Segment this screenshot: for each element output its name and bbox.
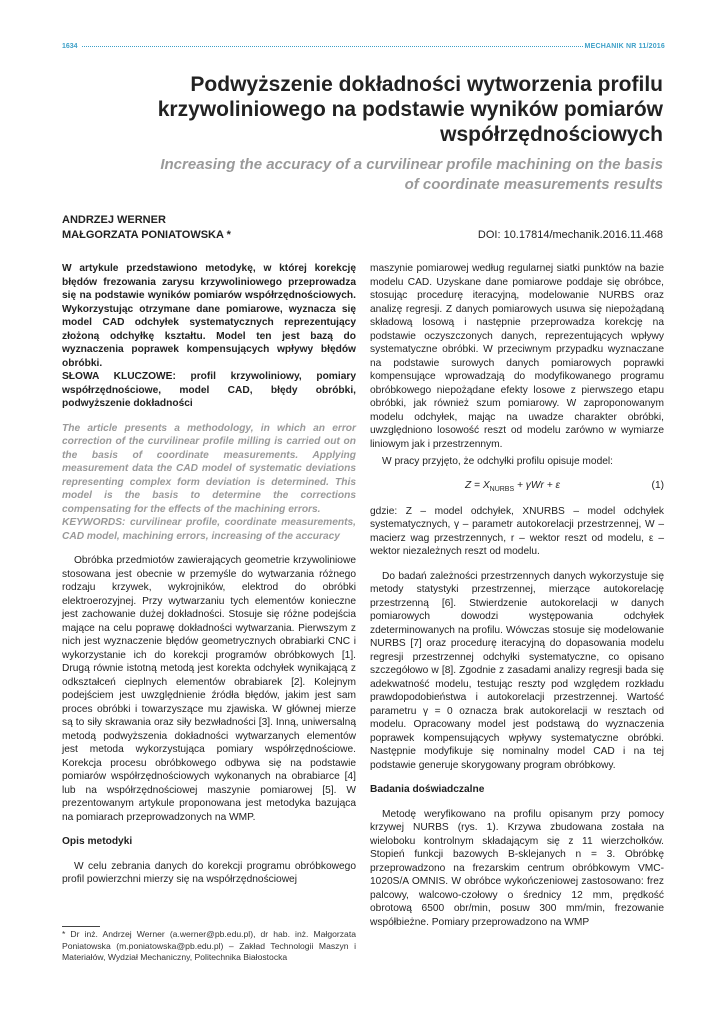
experiments-paragraph: Metodę weryfikowano na profilu opisanym przy pomocy krzywej NURBS (rys. 1). Krzywa zbudowana została na wieloboku kontrolnym składającym się z 11 wierzchołków. Stopień funkcji bazowych B-sklejanych n = 3. Obróbkę przeprowadzono na frezarskim centrum obróbkowym VMC-1020S/A OMNIS. W obróbce wykończeniowej zastosowano: frez palcowy, walcowo-czołowy o średnicy 12 mm, prędkość obrotową 6500 obr/min, posuw 300 mm/min, frezowanie współbieżne. Pomiary przeprowadzono na WMP xyxy=(370,808,664,928)
footnote: * Dr inż. Andrzej Werner (a.werner@pb.edu.pl), dr hab. inż. Małgorzata Poniatowska (m.poniatowska@pb.edu.pl) – Zakład Technologii Maszyn i Materiałów, Wydział Mechaniczny, Politechnika Białostocka xyxy=(62,929,356,962)
keywords-en: KEYWORDS: curvilinear profile, coordinate measurements, CAD model, machining errors, increasing of the accuracy xyxy=(62,517,356,542)
equation-number: (1) xyxy=(651,479,664,491)
section-heading-experiments: Badania doświadczalne xyxy=(370,784,485,795)
abstract-en: The article presents a methodology, in which an error correction of the curvilinear profile milling is carried out on the basis of coordinate measurements. Applying measurement data the CAD model of systematic deviations representing complex form deviation is determined. This model is the basis to determine the corrections compensating for the effects of the machining errors. xyxy=(62,422,356,515)
spatial-stats-paragraph: Do badań zależności przestrzennych danych wykorzystuje się metody statystyki przestrzennej, mierzące autokorelację przestrzenną [6]. Stwierdzenie autokorelacji w danych pomiarowych dowodzi występowania odchyłek zdeterminowanych na profilu. Wówczas stosuje się modelowanie NURBS [7] oraz procedurę iteracyjną do dopasowania modelu regresji przestrzennej odchyłki systematyczne, co opisano szczegółowo w [8]. Zgodnie z zasadami analizy regresji bada się adekwatność modelu, testując reszty pod względem rozkładu prawdopodobieństwa i autokorelacji przestrzennej. Wartość parametru γ = 0 oznacza brak autokorelacji w resztach od modelu. Opracowany model jest podstawą do wyznaczenia poprawek kompensujących wpływy systematyczne obróbki. Następnie modyfikuje się nominalny model CAD i na tej podstawie generuje skorygowany program obróbkowy. xyxy=(370,570,664,771)
paper-title: Podwyższenie dokładności wytworzenia profilu krzywoliniowego na podstawie wyników pomiarów współrzędnościowych xyxy=(157,73,663,146)
intro-paragraph: Obróbka przedmiotów zawierających geometrie krzywoliniowe stosowana jest obecnie w przemyśle do wytwarzania różnego rodzaju krzywek, wykrojników, elektrod do obróbki elektroerozyjnej. Przy wytwarzaniu tych elementów konieczne jest zachowanie dużej dokładności. Stosuje się różne podejścia mające na celu poprawę dokładności wytwarzania. Pierwszym z nich jest wyznaczenie błędów geometrycznych obrabiarki CNC i wykorzystanie ich do korekcji programów obróbkowych [1]. Drugą równie istotną metodą jest korekta odchyłek wynikającą z odkształceń cieplnych elementów obrabiarek [2]. Kolejnym podejściem jest uwzględnienie źródła błędów, jakim jest sam proces obróbki i towarzyszące mu zjawiska. W głównej mierze są to siły skrawania oraz siły bezwładności [3]. Inną, uniwersalną metodą podwyższenia dokładności wytwarzanych elementów jest metoda wykorzystująca pomiary współrzędnościowe. Korekcja procesu obróbkowego odbywa się na podstawie pomiarów współrzędnościowych wykonanych na obrabiarce [4] lub na współrzędnościowej maszynie pomiarowej [5]. W prezentowanym artykule proponowana jest metodyka bazująca na pomiarach przeprowadzonych na WMP. xyxy=(62,555,356,823)
author-1: ANDRZEJ WERNER xyxy=(62,214,166,226)
abstract-pl: W artykule przedstawiono metodykę, w której korekcję błędów frezowania zarysu krzywoliniowego przeprowadza się na podstawie wyników pomiarów współrzędnościowych. Wykorzystując otrzymane dane pomiarowe, wyznacza się model CAD odchyłek systematycznych reprezentujący złożoną odchyłkę kształtu. Model ten jest bazą do wyznaczenia poprawek kompensujących wpływy błędów obróbki. xyxy=(62,263,356,369)
paper-subtitle: Increasing the accuracy of a curvilinear profile machining on the basis of coordinate measurements results xyxy=(160,156,663,193)
method-paragraph-cont: maszynie pomiarowej według regularnej siatki punktów na bazie modelu CAD. Uzyskane dane pomiarowe poddaje się obróbce, stosując procedurę iteracyjną, modelowanie NURBS oraz analizę regresji. Z danych pomiarowych usuwa się niepożądaną składową losową i następnie przeprowadza korekcję na podstawie oczyszczonych danych, reprezentujących wpływy systematyczne obróbki. W przeciwnym przypadku wyznaczane na podstawie surowych danych pomiarowych poprawki kompensujące wprowadzają do modyfikowanego programu obróbkowego niepożądane efekty losowe z pierwszego etapu obróbki, jak również szum pomiarowy. W zaproponowanym modelu odchyłek, mając na uwadze charakter obróbki, uwzględniono losowość reszt od modelu zarówno w wymiarze liniowym jak i przestrzennym. xyxy=(370,263,664,450)
right-column xyxy=(370,262,664,929)
model-intro: W pracy przyjęto, że odchyłki profilu opisuje model: xyxy=(382,456,614,467)
section-heading-method: Opis metodyki xyxy=(62,836,133,847)
doi: DOI: 10.17814/mechanik.2016.11.468 xyxy=(477,229,663,241)
footnote-rule xyxy=(62,926,100,927)
left-column xyxy=(62,262,356,887)
method-paragraph: W celu zebrania danych do korekcji programu obróbkowego profil powierzchni mierzy się na współrzędnościowej xyxy=(62,860,356,885)
author-2: MAŁGORZATA PONIATOWSKA * xyxy=(62,229,231,241)
equation-formula: $Z = X_{NURBS} + \gamma Wr + \varepsilon$ xyxy=(465,479,560,493)
keywords-pl: SŁOWA KLUCZOWE: profil krzywoliniowy, pomiary współrzędnościowe, model CAD, błędy obróbki, podwyższenie dokładności xyxy=(62,371,356,409)
page-number: 1634 xyxy=(62,43,78,50)
equation-legend: gdzie: Z – model odchyłek, XNURBS – model odchyłek systematycznych, γ – parametr autokorelacji przestrzennej, W – macierz wag przestrzennych, r – wektor reszt od modelu, ε – wektor niezależnych reszt od modelu. xyxy=(370,505,664,557)
journal-name: MECHANIK NR 11/2016 xyxy=(584,43,665,50)
header-rule xyxy=(82,46,583,47)
equation-1 xyxy=(370,479,664,497)
